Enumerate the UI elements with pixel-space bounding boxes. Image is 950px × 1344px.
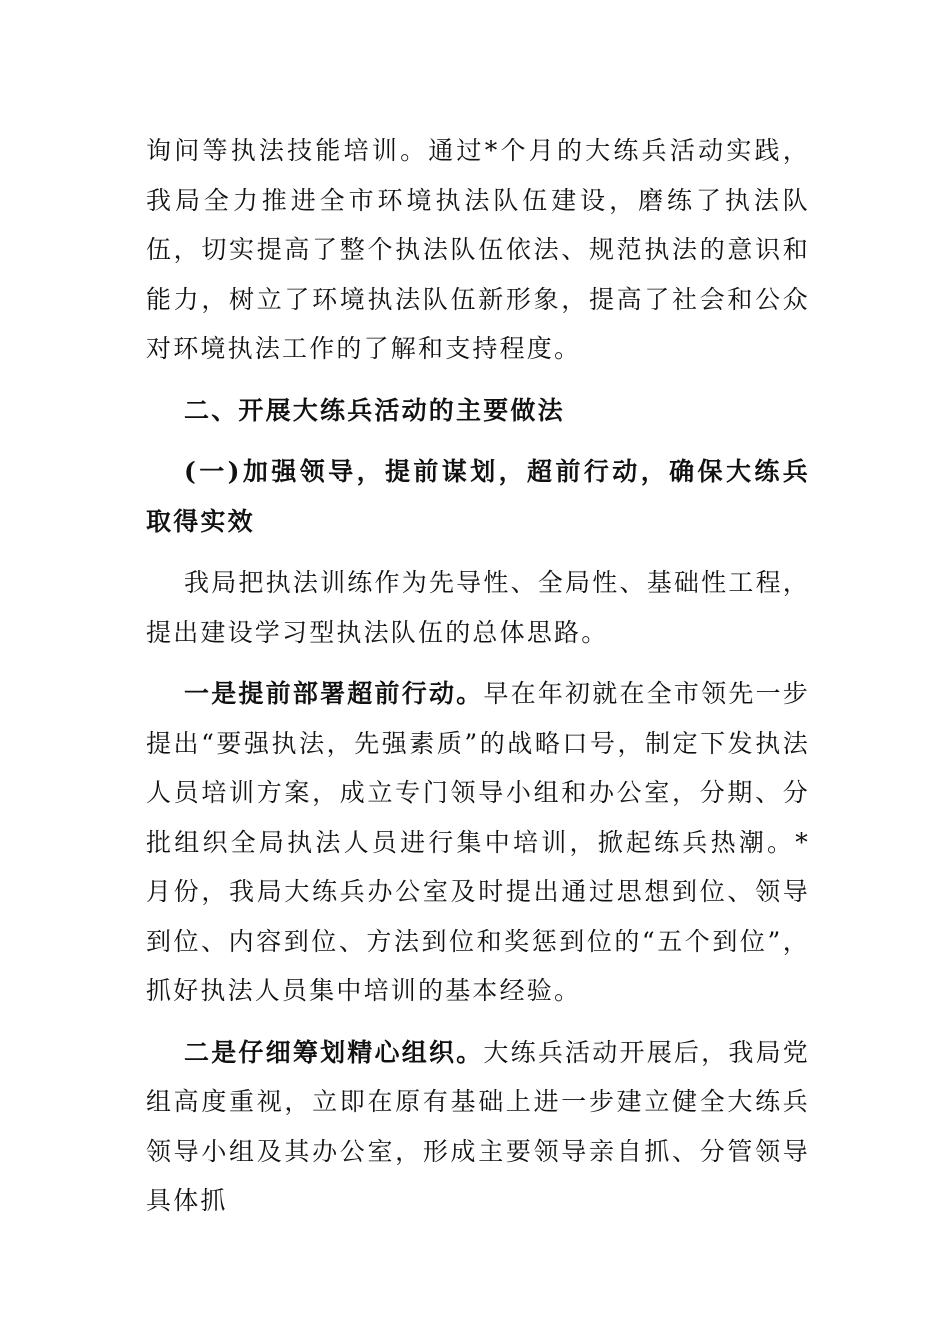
point-one-lead: 一是提前部署超前行动。 [184,679,484,708]
section-heading: 二、开展大练兵活动的主要做法 [184,395,565,425]
document-page [146,126,810,1226]
point-one-body: 早在年初就在全市领先一步提出“要强执法，先强素质”的战略口号，制定下发执法人员培训方案，成立专门领导小组和办公室，分期、分批组织全局执法人员进行集中培训，掀起练兵热潮。*月份，我局大练兵办公室及时提出通过思想到位、领导到位、内容到位、方法到位和奖惩到位的“五个到位”，抓好执法人员集中培训的基本经验。 [146,679,811,1005]
paragraph-overview: 我局把执法训练作为先导性、全局性、基础性工程，提出建设学习型执法队伍的总体思路。 [146,568,810,647]
paragraph-intro: 询问等执法技能培训。通过*个月的大练兵活动实践，我局全力推进全市环境执法队伍建设，磨练了执法队伍，切实提高了整个执法队伍依法、规范执法的意识和能力，树立了环境执法队伍新形象，提高了社会和公众对环境执法工作的了解和支持程度。 [146,136,810,363]
paragraph-point-one [146,669,810,1016]
subsection-heading: (一)加强领导，提前谋划，超前行动，确保大练兵取得实效 [146,457,810,536]
paragraph-point-two [146,1028,810,1226]
point-two-lead: 二是仔细筹划精心组织。 [184,1037,484,1067]
point-two-body: 大练兵活动开展后，我局党组高度重视，立即在原有基础上进一步建立健全大练兵领导小组及其办公室，形成主要领导亲自抓、分管领导具体抓 [146,1037,811,1215]
